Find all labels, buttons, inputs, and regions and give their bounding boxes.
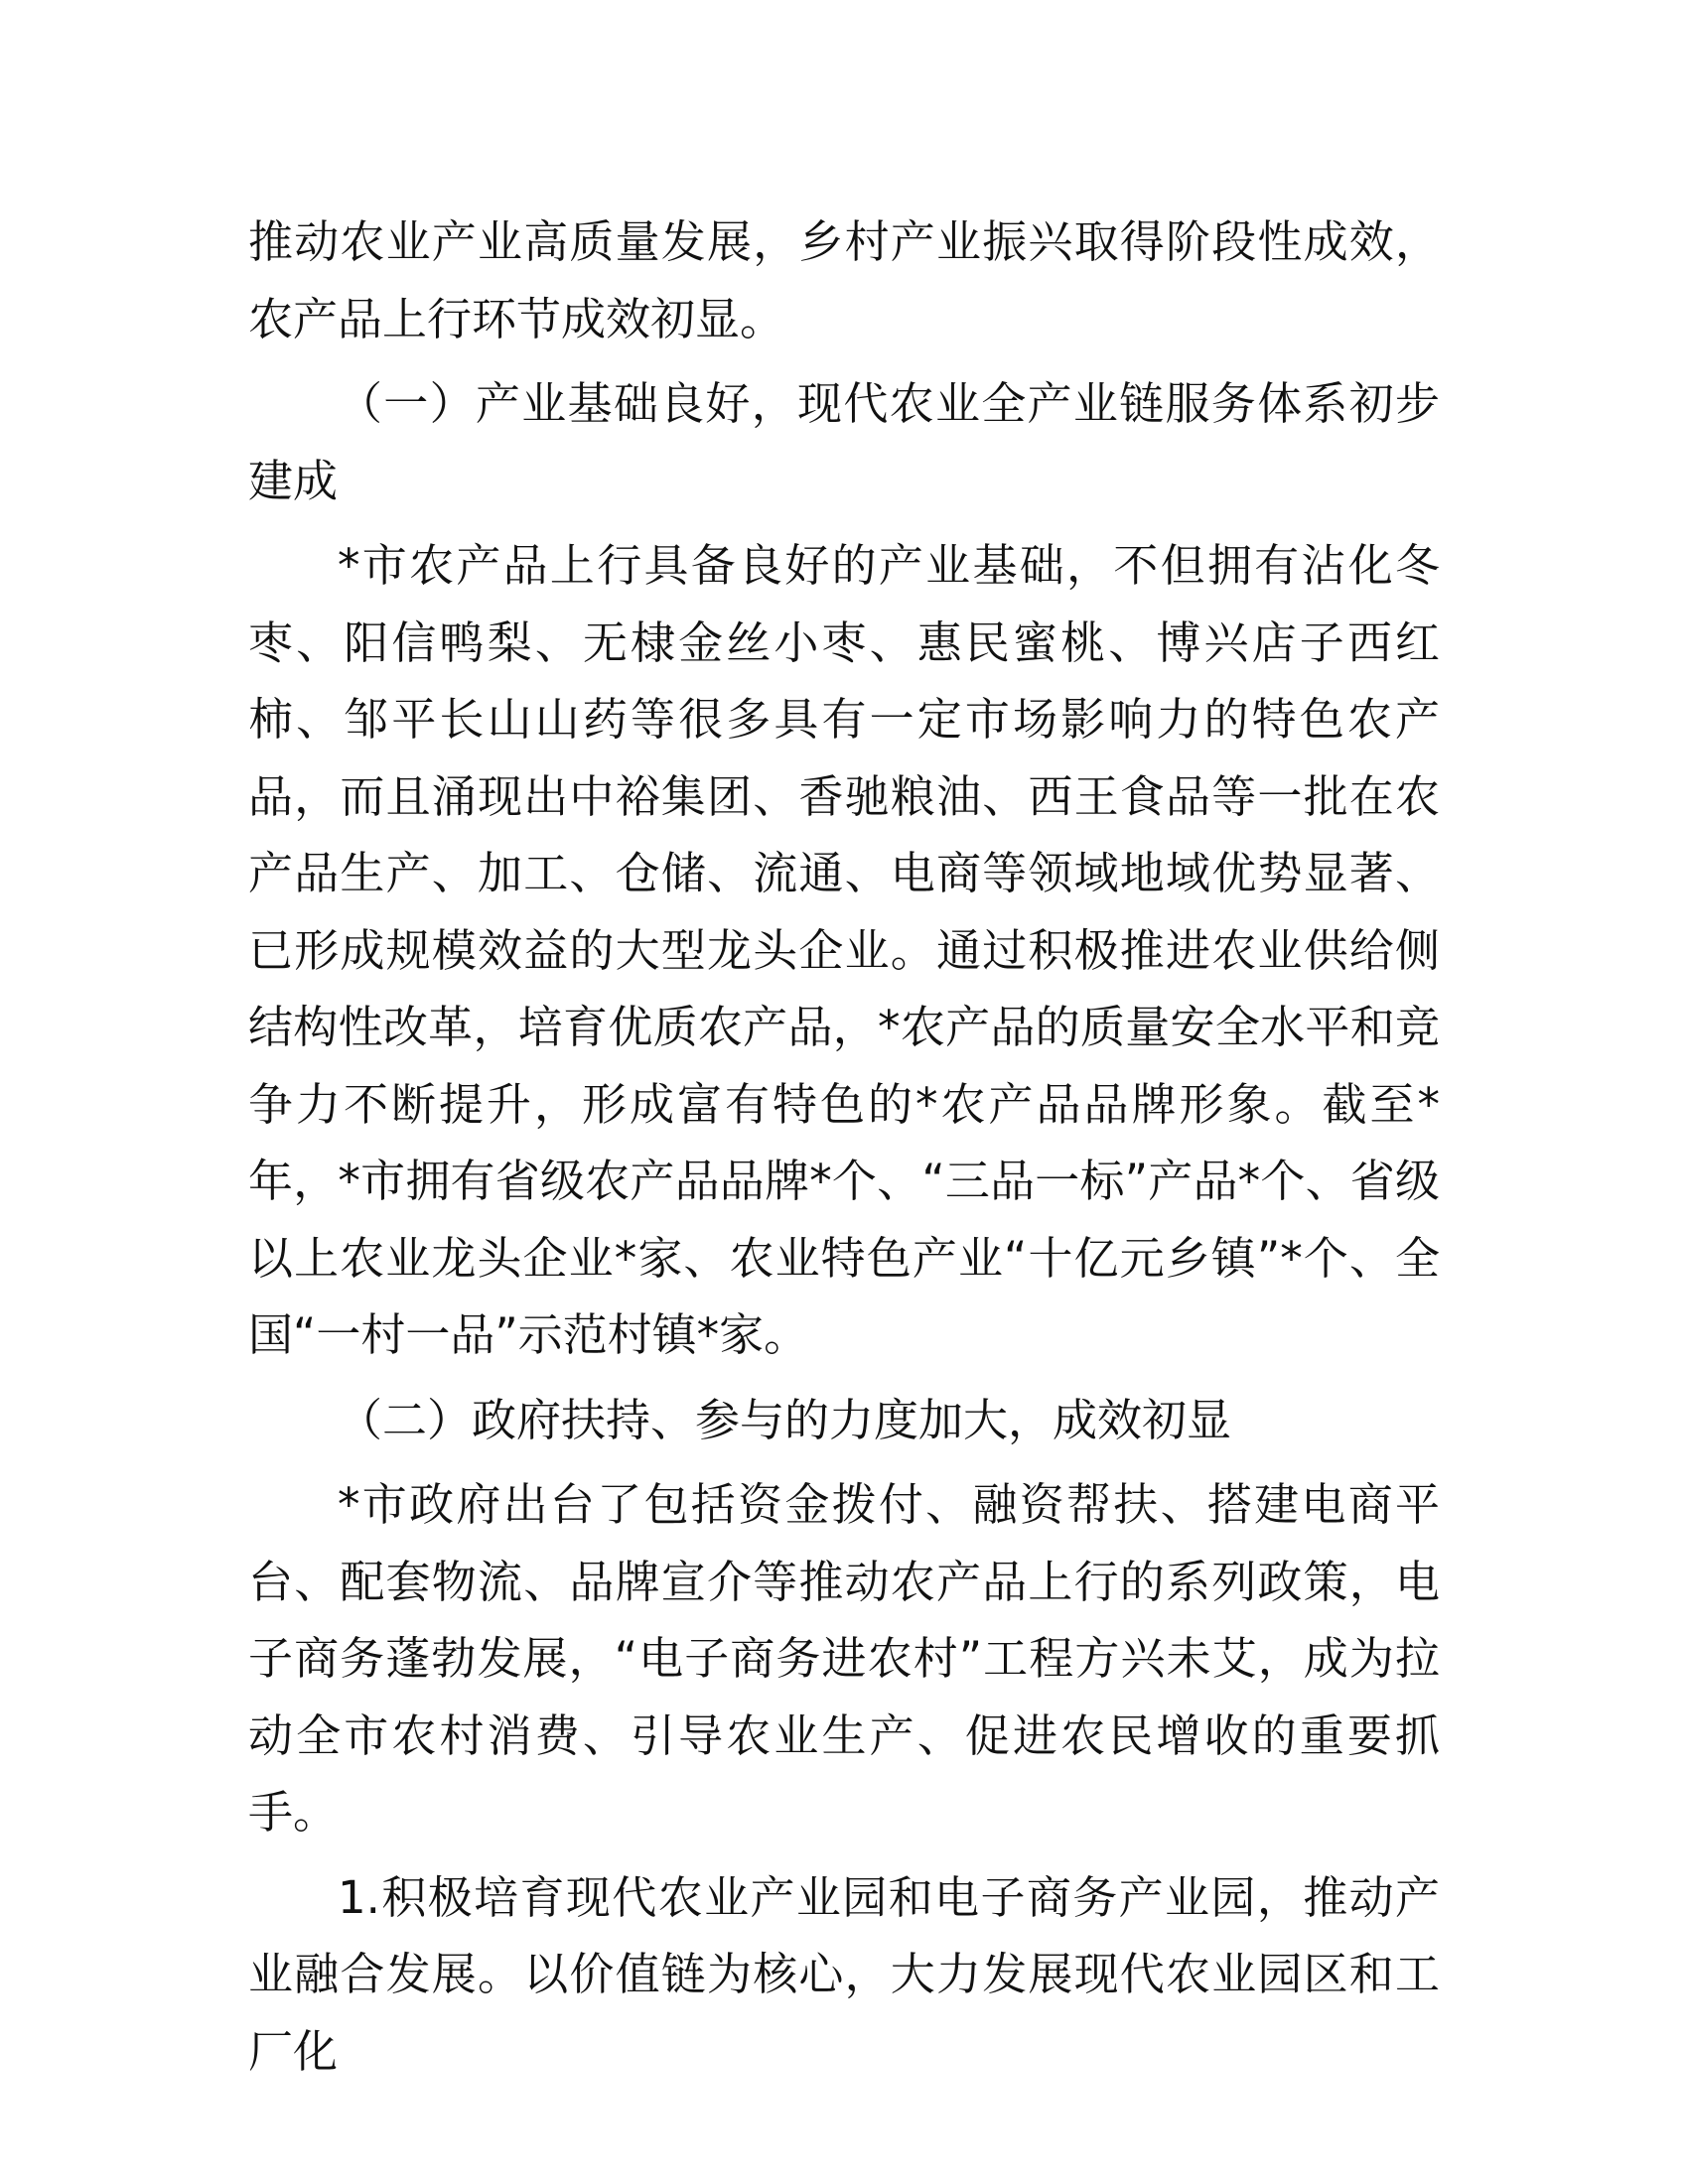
- section-heading-1: （一）产业基础良好，现代农业全产业链服务体系初步建成: [248, 377, 1440, 507]
- paragraph-industrial-park: 1.积极培育现代农业产业园和电子商务产业园，推动产业融合发展。以价值链为核心，大力发展现代农业园区和工厂化: [248, 1870, 1440, 2078]
- document-body: [248, 204, 1440, 2098]
- section-heading-2: （二）政府扶持、参与的力度加大，成效初显: [338, 1393, 1232, 1446]
- paragraph-continued-intro: 推动农业产业高质量发展，乡村产业振兴取得阶段性成效，农产品上行环节成效初显。: [248, 215, 1440, 345]
- paragraph-government-support: *市政府出台了包括资金拨付、融资帮扶、搭建电商平台、配套物流、品牌宣介等推动农产品上行的系列政策，电子商务蓬勃发展，“电子商务进农村”工程方兴未艾，成为拉动全市农村消费、引导农业生产、促进农民增收的重要抓手。: [248, 1478, 1440, 1839]
- paragraph-industry-foundation: *市农产品上行具备良好的产业基础，不但拥有沾化冬枣、阳信鸭梨、无棣金丝小枣、惠民蜜桃、博兴店子西红柿、邹平长山山药等很多具有一定市场影响力的特色农产品，而且涌现出中裕集团、香驰粮油、西王食品等一批在农产品生产、加工、仓储、流通、电商等领域地域优势显著、已形成规模效益的大型龙头企业。通过积极推进农业供给侧结构性改革，培育优质农产品，*农产品的质量安全水平和竞争力不断提升，形成富有特色的*农产品品牌形象。截至*年，*市拥有省级农产品品牌*个、“三品一标”产品*个、省级以上农业龙头企业*家、农业特色产业“十亿元乡镇”*个、全国“一村一品”示范村镇*家。: [248, 539, 1440, 1361]
